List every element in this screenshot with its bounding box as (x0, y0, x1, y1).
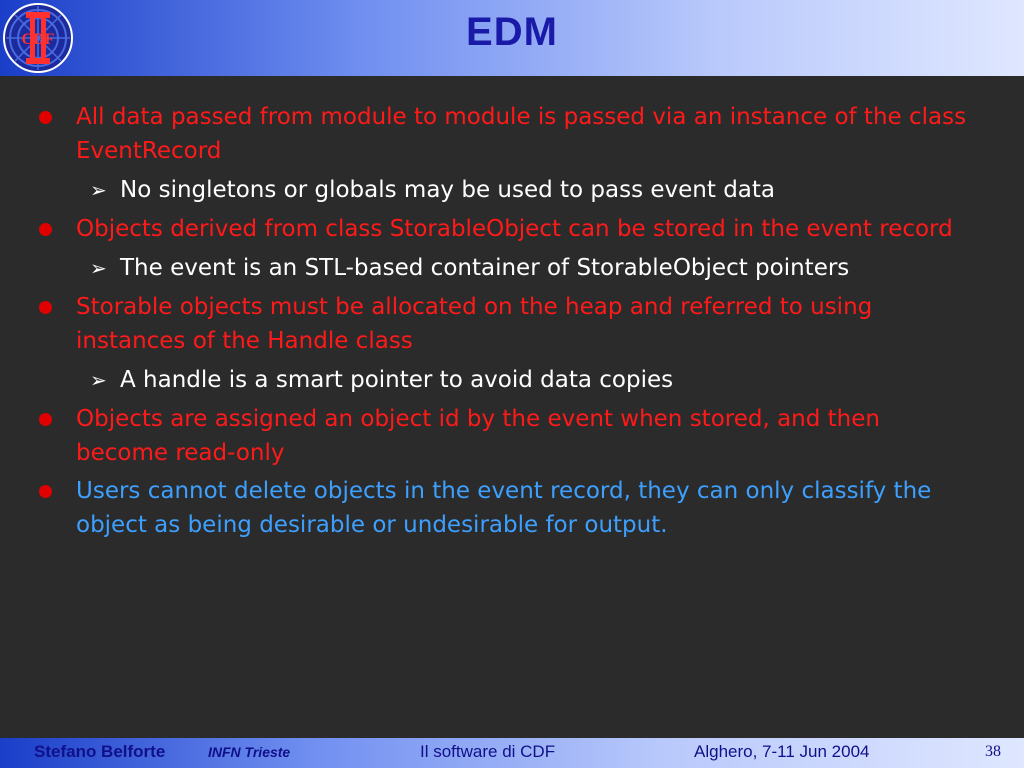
sub-bullet-text: A handle is a smart pointer to avoid data copies (120, 367, 674, 393)
bullet-item-3 (36, 290, 976, 358)
sub-bullet-item-1 (90, 172, 1024, 208)
round-bullet-icon (39, 413, 52, 426)
slide-title: EDM (466, 10, 558, 54)
arrowhead-bullet-icon: ➢ (90, 178, 107, 202)
bullet-text: Objects are assigned an object id by the event when stored, and then become read-only (76, 406, 880, 466)
footer-author: Stefano Belforte (34, 742, 166, 761)
bullet-item-5 (36, 474, 976, 542)
slide-header (0, 0, 1024, 76)
slide-footer (0, 738, 1024, 768)
round-bullet-icon (39, 111, 52, 124)
round-bullet-icon (39, 301, 52, 314)
sub-bullet-item-2 (90, 250, 1024, 286)
bullet-text: Users cannot delete objects in the event record, they can only classify the object as being desirable or undesirable for output. (76, 478, 932, 538)
bullet-text: Storable objects must be allocated on the heap and referred to using instances of the Handle class (76, 294, 873, 354)
bullet-text: Objects derived from class StorableObject can be stored in the event record (76, 216, 953, 242)
arrowhead-bullet-icon: ➢ (90, 368, 107, 392)
bullet-item-2 (36, 212, 976, 246)
sub-bullet-text: No singletons or globals may be used to pass event data (120, 177, 776, 203)
cdf-logo-text: CDF (21, 31, 55, 48)
bullet-item-4 (36, 402, 976, 470)
bullet-item-1 (36, 100, 976, 168)
footer-talk-title: Il software di CDF (420, 742, 556, 761)
bullet-text: All data passed from module to module is passed via an instance of the class EventRecord (76, 104, 967, 164)
footer-page-number: 38 (985, 743, 1001, 760)
sub-bullet-item-3 (90, 362, 1024, 398)
sub-bullet-text: The event is an STL-based container of StorableObject pointers (120, 255, 850, 281)
round-bullet-icon (39, 223, 52, 236)
round-bullet-icon (39, 485, 52, 498)
footer-institution: INFN Trieste (208, 744, 291, 760)
slide-content (0, 100, 1024, 542)
footer-place-date: Alghero, 7-11 Jun 2004 (694, 742, 870, 761)
arrowhead-bullet-icon: ➢ (90, 256, 107, 280)
